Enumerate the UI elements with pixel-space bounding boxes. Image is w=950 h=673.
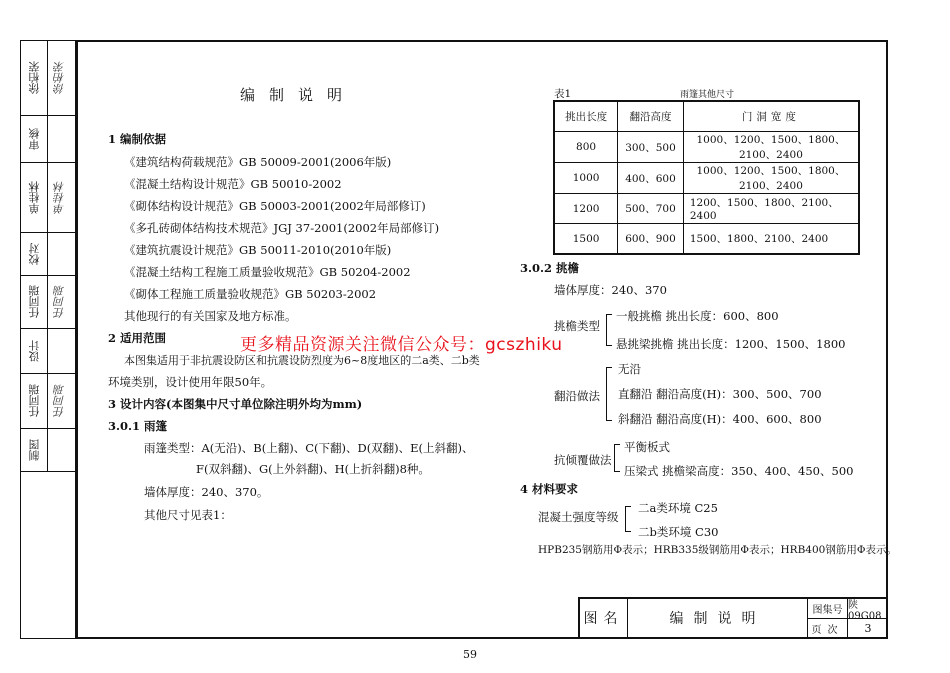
eaves-type-label: 挑檐类型: [554, 319, 600, 333]
reference-item: 《混凝土结构设计规范》GB 50010-2002: [124, 177, 342, 191]
canopy-types: F(双斜翻)、G(上外斜翻)、H(上折斜翻)8种。: [196, 462, 430, 476]
set-number-label: 图集号: [808, 599, 848, 619]
page-title: 编制说明: [240, 86, 357, 104]
edge-option: 直翻沿 翻沿高度(H)：300、500、700: [618, 387, 822, 401]
strip-label: 校对: [28, 243, 41, 265]
anti-overturn-option: 平衡板式: [624, 440, 670, 454]
table-cell: 1000、1200、1500、1800、2100、2400: [683, 132, 859, 163]
table-header: 门洞宽度: [683, 101, 859, 132]
table-cell: 1500、1800、2100、2400: [683, 224, 859, 255]
title-block: [578, 597, 886, 637]
eaves-type: 悬挑梁挑檐 挑出长度：1200、1500、1800: [616, 337, 846, 351]
table-cell: 600、900: [618, 224, 684, 255]
strip-label: 单桂林: [28, 181, 41, 214]
drawing-name-label: 图名: [580, 599, 628, 637]
dimension-table: [553, 100, 860, 255]
table-cell: 300、500: [618, 132, 684, 163]
strip-cell-0: [21, 41, 75, 116]
table-header: 挑出长度: [554, 101, 618, 132]
section3-heading: 3 设计内容(本图集中尺寸单位除注明外均为mm): [108, 397, 363, 411]
table-cell: 1200: [554, 194, 618, 224]
anti-overturn-option: 压梁式 挑檐梁高度：350、400、450、500: [624, 464, 854, 478]
signature: 徐柏荣: [53, 61, 66, 95]
table-cell: 1000、1200、1500、1800、2100、2400: [683, 163, 859, 194]
canopy-types: 雨篷类型：A(无沿)、B(上翻)、C(下翻)、D(双翻)、E(上斜翻)、: [144, 441, 474, 455]
page-number: 59: [463, 648, 477, 661]
section1-heading: 1 编制依据: [108, 132, 167, 146]
table-cell: 800: [554, 132, 618, 163]
reference-item: 《砌体结构设计规范》GB 50003-2001(2002年局部修订): [124, 199, 426, 213]
strip-cell-7: [21, 429, 75, 472]
reference-item: 《建筑抗震设计规范》GB 50011-2010(2010年版): [124, 243, 392, 257]
edge-option: 斜翻沿 翻沿高度(H)：400、600、800: [618, 412, 822, 426]
section4-heading: 4 材料要求: [520, 482, 579, 496]
section2-heading: 2 适用范围: [108, 331, 167, 345]
anti-overturn-label: 抗倾覆做法: [554, 453, 612, 467]
table-cell: 400、600: [618, 163, 684, 194]
scope-text: 环境类别，设计使用年限50年。: [108, 375, 273, 389]
reference-item: 《砌体工程施工质量验收规范》GB 50203-2002: [124, 287, 377, 301]
table-cell: 500、700: [618, 194, 684, 224]
table-header-row: [554, 101, 859, 132]
table-cell: 1000: [554, 163, 618, 194]
page-index-label: 页次: [808, 619, 848, 637]
table-row: [554, 132, 859, 163]
strip-cell-6: [21, 374, 75, 429]
table-row: [554, 194, 859, 224]
section302-heading: 3.0.2 挑檐: [520, 261, 580, 275]
strip-label: 任同瑞: [28, 285, 41, 319]
table-row: [554, 163, 859, 194]
table-header: 翻沿高度: [618, 101, 684, 132]
eaves-wall: 墙体厚度：240、370: [554, 283, 667, 297]
table-cell: 1200、1500、1800、2100、2400: [683, 194, 859, 224]
strip-cell-1: [21, 116, 75, 163]
signature: 任同瑞: [53, 384, 66, 418]
signature-strip: [20, 40, 76, 639]
concrete-label: 混凝土强度等级: [538, 510, 619, 524]
other-dimensions: 其他尺寸见表1：: [144, 508, 232, 522]
scope-text: 本图集适用于非抗震设防区和抗震设防烈度为6~8度地区的二a类、二b类: [124, 354, 480, 367]
edge-label: 翻沿做法: [554, 389, 600, 403]
strip-cell-5: [21, 329, 75, 374]
reference-item: 《多孔砖砌体结构技术规范》JGJ 37-2001(2002年局部修订): [124, 221, 440, 235]
eaves-type: 一般挑檐 挑出长度：600、800: [616, 309, 779, 323]
table-caption: 表1: [554, 88, 572, 100]
section301-heading: 3.0.1 雨篷: [108, 419, 168, 433]
signature: 单桂林: [53, 181, 66, 214]
signature: 任同瑞: [53, 285, 66, 319]
watermark-text: 更多精品资源关注微信公众号：gcszhiku: [240, 335, 563, 355]
drawing-name: 编制说明: [628, 599, 808, 637]
reference-item: 《混凝土结构工程施工质量验收规范》GB 50204-2002: [124, 265, 411, 279]
steel-notation: HPB235钢筋用Φ表示；HRB335级钢筋用Φ表示；HRB400钢筋用Φ表示。: [538, 544, 897, 556]
strip-label: 任同瑞: [28, 384, 41, 418]
edge-option: 无沿: [618, 362, 641, 376]
strip-cell-3: [21, 233, 75, 276]
strip-label: 设计: [28, 340, 41, 362]
page-index: 3: [864, 621, 872, 635]
reference-item: 《建筑结构荷载规范》GB 50009-2001(2006年版): [124, 155, 392, 169]
concrete-grade: 二b类环境 C30: [638, 525, 719, 539]
set-number: 陕09G08: [848, 599, 888, 619]
reference-item: 其他现行的有关国家及地方标准。: [124, 309, 297, 323]
table-row: [554, 224, 859, 255]
concrete-grade: 二a类环境 C25: [638, 501, 718, 515]
wall-thickness: 墙体厚度：240、370。: [144, 485, 269, 499]
strip-label: 审核: [28, 128, 41, 150]
strip-label: 徐柏荣: [28, 61, 41, 95]
strip-cell-4: [21, 276, 75, 329]
strip-label: 制图: [28, 439, 41, 461]
table-cell: 1500: [554, 224, 618, 255]
strip-cell-2: [21, 163, 75, 233]
table-title: 雨篷其他尺寸: [680, 90, 735, 100]
